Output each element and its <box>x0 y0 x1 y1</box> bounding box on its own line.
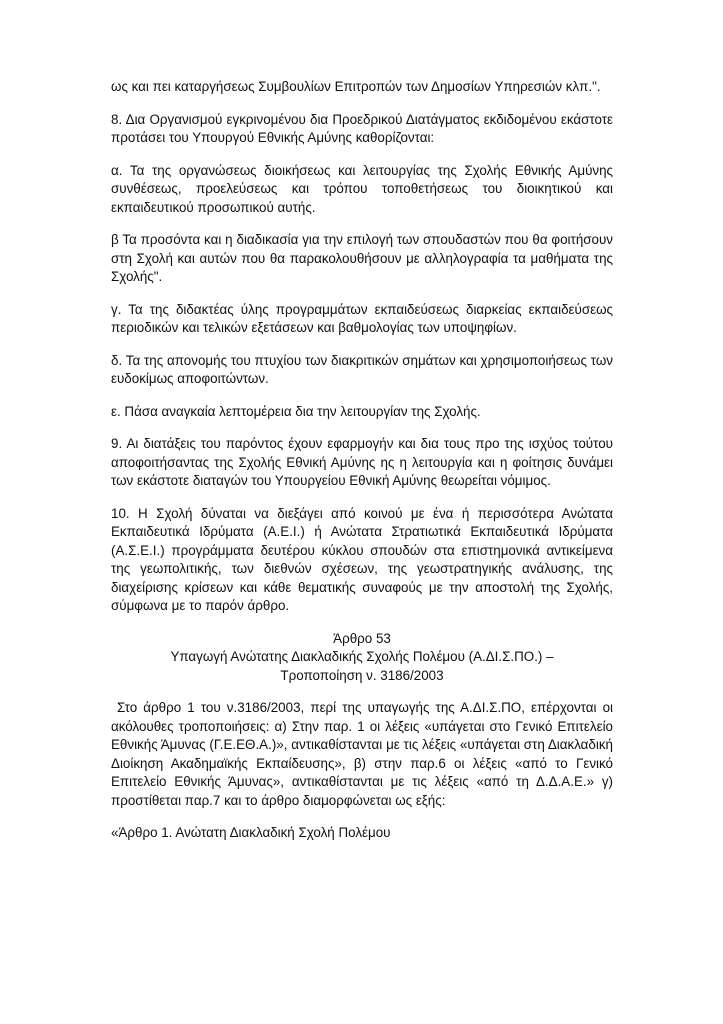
paragraph-subitem-a: α. Τα της οργανώσεως διοικήσεως και λειτουργίας της Σχολής Εθνικής Αμύνης συνθέσεως, προελεύσεως και τρόπου τοποθετήσεως του διοικητικού και εκπαιδευτικού προσωπικού αυτής. <box>111 162 613 215</box>
paragraph-item-10: 10. Η Σχολή δύναται να διεξάγει από κοινού με ένα ή περισσότερα Ανώτατα Εκπαιδευτικά Ιδρύματα (Α.Ε.Ι.) ή Ανώτατα Στρατιωτικά Εκπαιδευτικά Ιδρύματα (Α.Σ.Ε.Ι.) προγράμματα δευτέρου κύκλου σπουδών στα επιστημονικά αντικείμενα της γεωπολιτικής, των διεθνών σχέσεων, της γεωστρατηγικής ανάλυσης, της διαχείρισης κρίσεων και κάθε θεματικής συναφούς με την αποστολή της Σχολής, σύμφωνα με το παρόν άρθρο. <box>111 505 613 613</box>
paragraph-subitem-c: γ. Τα της διδακτέας ύλης προγραμμάτων εκπαιδεύσεως διαρκείας εκπαιδεύσεως περιοδικών και τελικών εξετάσεων και βαθμολογίας των υποψηφίων. <box>111 301 613 335</box>
article-title-line2: Τροποποίηση ν. 3186/2003 <box>280 667 444 683</box>
paragraph-item-8: 8. Δια Οργανισμού εγκρινομένου δια Προεδρικού Διατάγματος εκδιδομένου εκάστοτε προτάσει του Υπουργού Εθνικής Αμύνης καθορίζονται: <box>111 111 613 145</box>
paragraph-subitem-e: ε. Πάσα αναγκαία λεπτομέρεια δια την λειτουργίαν της Σχολής. <box>111 403 481 419</box>
article-title-line1: Υπαγωγή Ανώτατης Διακλαδικής Σχολής Πολέμου (Α.ΔΙ.Σ.ΠΟ.) – <box>170 649 554 664</box>
paragraph-amendment: Στο άρθρο 1 του ν.3186/2003, περί της υπαγωγής της Α.ΔΙ.Σ.ΠΟ, επέρχονται οι ακόλουθες τροποποιήσεις: α) Στην παρ. 1 οι λέξεις «υπάγεται στο Γενικό Επιτελείο Εθνικής Άμυνας (Γ.Ε.ΕΘ.Α.)», αντικαθίστανται με τις λέξεις «υπάγεται στη Διακλαδική Διοίκηση Ακαδημαϊκής Εκπαίδευσης», β) στην παρ.6 οι λέξεις «από το Γενικό Επιτελείο Εθνικής Άμυνας», αντικαθίστανται με τις λέξεις «από τη Δ.Δ.Α.Ε.» γ) προστίθεται παρ.7 και το άρθρο διαμορφώνεται ως εξής: <box>111 700 613 808</box>
document-page <box>111 78 613 857</box>
paragraph-subitem-b: β Τα προσόντα και η διαδικασία για την επιλογή των σπουδαστών που θα φοιτήσουν στη Σχολή και αυτών που θα παρακολουθήσουν με αλληλογραφία τα μαθήματα της Σχολής". <box>111 232 613 284</box>
paragraph-subitem-d: δ. Τα της απονομής του πτυχίου των διακριτικών σημάτων και χρησιμοποιήσεως των ευδοκίμως αποφοιτώντων. <box>111 352 613 386</box>
article-number: Άρθρο 53 <box>333 630 391 646</box>
article-heading <box>111 630 613 686</box>
paragraph-continuation: ως και πει καταργήσεως Συμβουλίων Επιτροπών των Δημοσίων Υπηρεσιών κλπ.". <box>111 79 601 94</box>
paragraph-quoted-article: «Άρθρο 1. Ανώτατη Διακλαδική Σχολή Πολέμου <box>111 825 391 840</box>
paragraph-item-9: 9. Αι διατάξεις του παρόντος έχουν εφαρμογήν και δια τους προ της ισχύος τούτου αποφοιτήσαντας της Σχολής Εθνική Αμύνης ης η λειτουργία και η φοίτησις δυνάμει των εκάστοτε διαταγών του Υπουργείου Εθνική Αμύνης θεωρείται νόμιμος. <box>111 436 613 488</box>
